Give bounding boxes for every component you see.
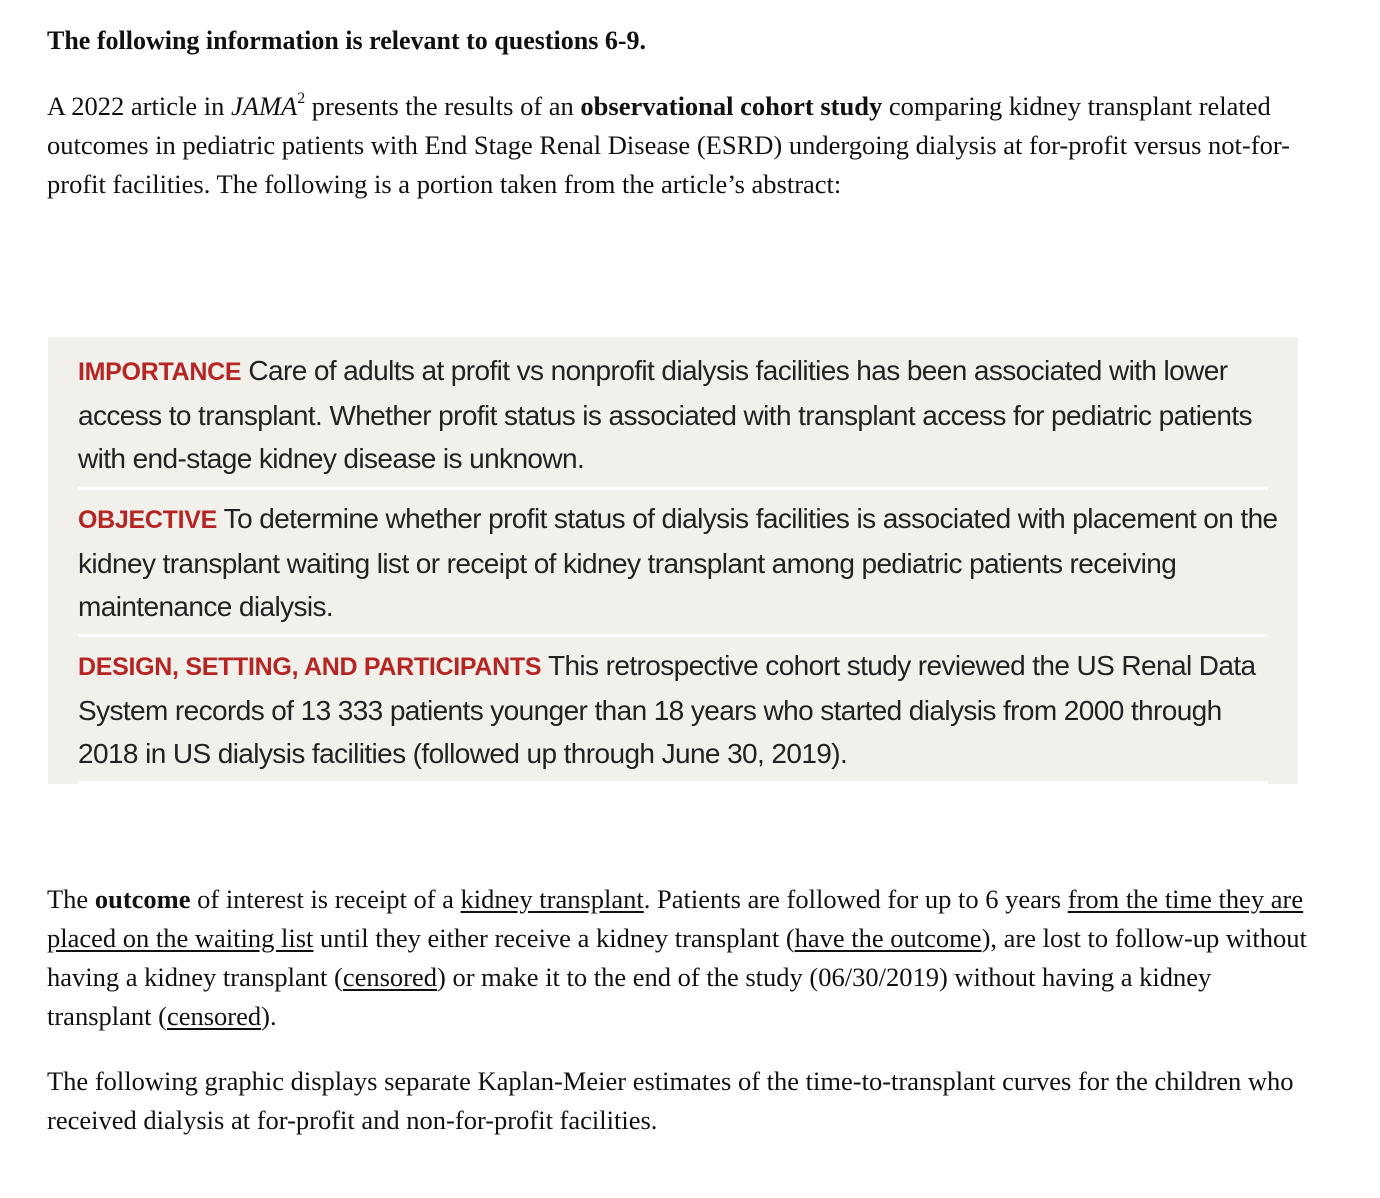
underlined-kidney-transplant: kidney transplant bbox=[460, 884, 644, 914]
outcome-text-5: ), are lost to follow-up without having a kidney transplant ( bbox=[47, 923, 1307, 992]
design-label: DESIGN, SETTING, AND PARTICIPANTS bbox=[78, 653, 542, 681]
outcome-bold: outcome bbox=[94, 884, 191, 914]
intro-text-2: presents the results of an bbox=[305, 91, 581, 121]
section-divider bbox=[78, 781, 1268, 784]
underlined-censored-1: censored bbox=[342, 962, 438, 992]
intro-paragraph bbox=[47, 87, 1307, 204]
section-divider bbox=[78, 634, 1268, 637]
kaplan-meier-paragraph: The following graphic displays separate Kaplan-Meier estimates of the time-to-transplant curves for the children who received dialysis at for-profit and non-for-profit facilities. bbox=[47, 1066, 1294, 1135]
outcome-text-3: . Patients are followed for up to 6 years bbox=[643, 884, 1068, 914]
outcome-text-4: until they either receive a kidney transplant ( bbox=[313, 923, 795, 953]
abstract-excerpt bbox=[48, 337, 1298, 784]
outcome-paragraph bbox=[47, 880, 1307, 1036]
objective-label: OBJECTIVE bbox=[78, 506, 217, 534]
underlined-censored-2: censored bbox=[166, 1001, 262, 1031]
section-divider bbox=[78, 487, 1268, 490]
outcome-text-6: ) or make it to the end of the study (06/30/2019) without having a kidney transplant ( bbox=[47, 962, 1212, 1031]
outcome-text-1: The bbox=[47, 884, 95, 914]
abstract-importance bbox=[78, 349, 1278, 480]
abstract-design bbox=[78, 644, 1278, 775]
outcome-text-2: of interest is receipt of a bbox=[190, 884, 461, 914]
reference-superscript: 2 bbox=[297, 90, 306, 107]
abstract-objective bbox=[78, 497, 1278, 628]
underlined-waiting-list: from the time they are placed on the waiting list bbox=[47, 884, 1304, 953]
objective-text: To determine whether profit status of dialysis facilities is associated with placement on the kidney transplant waiting list or receipt of kidney transplant among pediatric patients receiving maintenance dialysis. bbox=[78, 503, 1278, 622]
importance-text: Care of adults at profit vs nonprofit dialysis facilities has been associated with lower access to transplant. Whether profit status is associated with transplant access for pediatric patients with end-stage kidney disease is unknown. bbox=[78, 355, 1252, 474]
intro-text-3: comparing kidney transplant related outcomes in pediatric patients with End Stage Renal Disease (ESRD) undergoing dialysis at for-profit versus not-for-profit facilities. The following is a portion taken from the article’s abstract: bbox=[47, 91, 1290, 199]
design-text: This retrospective cohort study reviewed the US Renal Data System records of 13 333 patients younger than 18 years who started dialysis from 2000 through 2018 in US dialysis facilities (followed up through June 30, 2019). bbox=[78, 650, 1256, 769]
outcome-text-7: ). bbox=[261, 1001, 277, 1031]
section-heading: The following information is relevant to questions 6-9. bbox=[47, 26, 646, 55]
importance-label: IMPORTANCE bbox=[78, 358, 242, 386]
study-type: observational cohort study bbox=[580, 91, 883, 121]
journal-name: JAMA bbox=[231, 91, 298, 121]
intro-text-1: A 2022 article in bbox=[47, 91, 231, 121]
underlined-have-outcome: have the outcome bbox=[794, 923, 982, 953]
